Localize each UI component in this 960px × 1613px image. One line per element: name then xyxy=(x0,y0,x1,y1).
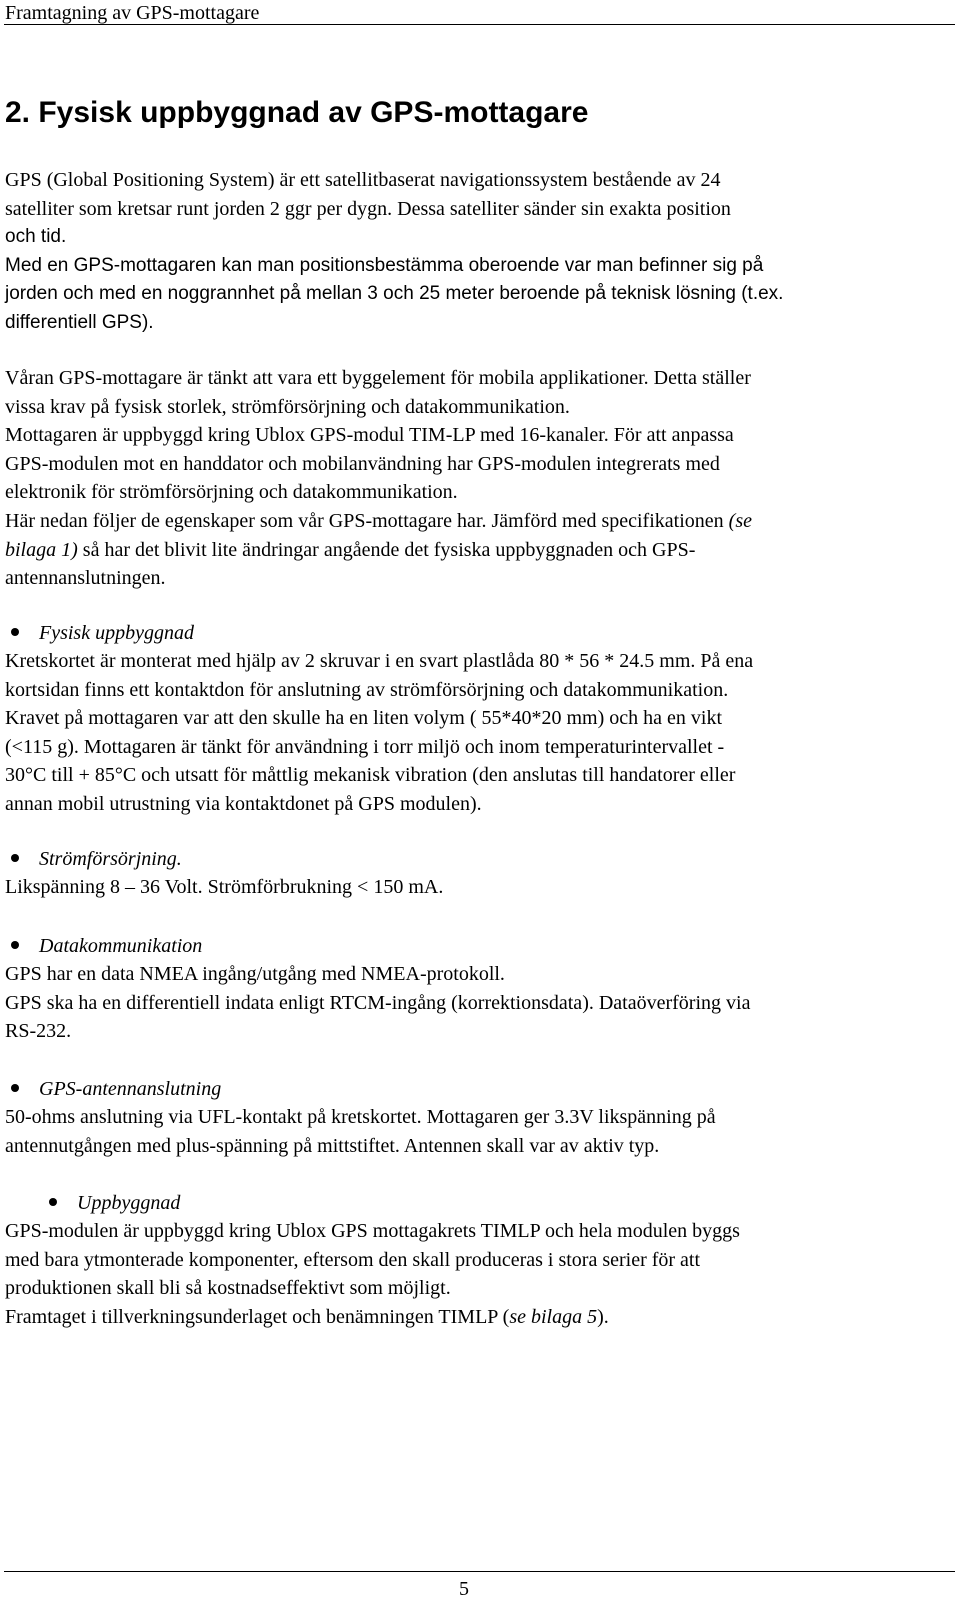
bullet-title: Fysisk uppbyggnad xyxy=(39,622,194,644)
uppbyggnad-line: produktionen skall bli så kostnadseffektivt som möjligt. xyxy=(5,1277,451,1300)
header-divider xyxy=(4,24,955,25)
appendix-reference: bilaga 1) xyxy=(5,538,78,561)
page-number: 5 xyxy=(459,1578,469,1600)
strom-paragraph xyxy=(5,873,443,902)
fysisk-line: Kretskortet är monterat med hjälp av 2 skruvar i en svart plastlåda 80 * 56 * 24.5 mm. På ena xyxy=(5,650,754,672)
overview-line xyxy=(5,536,752,565)
appendix-reference: (se xyxy=(728,509,752,532)
overview-line: GPS-modulen mot en handdator och mobilanvändning har GPS-modulen integrerats med xyxy=(5,452,720,475)
fysisk-line: kortsidan finns ett kontaktdon för anslutning av strömförsörjning och datakommunikation. xyxy=(5,678,729,701)
appendix-reference: se bilaga 5 xyxy=(509,1305,598,1328)
strom-line: Likspänning 8 – 36 Volt. Strömförbrukning < 150 mA. xyxy=(5,876,444,898)
fysisk-line: (<115 g). Mottagaren är tänkt för användning i torr miljö och inom temperaturintervallet - xyxy=(5,735,725,758)
bullet-icon xyxy=(11,854,19,862)
fysisk-line: 30°C till + 85°C och utsatt för måttlig mekanisk vibration (den anslutas till handatorer eller xyxy=(5,764,736,787)
running-header: Framtagning av GPS-mottagare xyxy=(5,2,260,24)
fysisk-paragraph xyxy=(5,647,753,819)
overview-line: Våran GPS-mottagare är tänkt att vara ett byggelement för mobila applikationer. Detta ställer xyxy=(5,367,751,389)
intro-line: jorden och med en noggrannhet på mellan 3 och 25 meter beroende på teknisk lösning (t.ex. xyxy=(5,283,784,305)
uppbyggnad-paragraph xyxy=(5,1217,740,1331)
data-paragraph xyxy=(5,960,750,1046)
bullet-title: GPS-antennanslutning xyxy=(39,1078,222,1100)
overview-line-text: så har det blivit lite ändringar angående det fysiska uppbyggnaden och GPS- xyxy=(77,538,696,561)
uppbyggnad-line xyxy=(5,1303,740,1332)
bullet-icon xyxy=(11,941,19,949)
uppbyggnad-line-text: ). xyxy=(597,1305,609,1328)
intro-line: GPS (Global Positioning System) är ett satellitbaserat navigationssystem bestående av 24 xyxy=(5,169,721,191)
overview-line-text: Här nedan följer de egenskaper som vår GPS-mottagare har. Jämförd med specifikationen xyxy=(5,509,729,532)
bullet-title: Datakommunikation xyxy=(39,935,203,957)
antenna-line: 50-ohms anslutning via UFL-kontakt på kretskortet. Mottagaren ger 3.3V likspänning på xyxy=(5,1106,716,1128)
overview-paragraph xyxy=(5,364,752,593)
bullet-icon xyxy=(49,1198,57,1206)
overview-line: vissa krav på fysisk storlek, strömförsörjning och datakommunikation. xyxy=(5,395,570,418)
antenna-line: antennutgången med plus-spänning på mittstiftet. Antennen skall var av aktiv typ. xyxy=(5,1134,660,1157)
data-line: GPS ska ha en differentiell indata enligt RTCM-ingång (korrektionsdata). Dataöverföring via xyxy=(5,991,751,1014)
intro-line: differentiell GPS). xyxy=(5,311,154,333)
fysisk-line: Kravet på mottagaren var att den skulle ha en liten volym ( 55*40*20 mm) och ha en vikt xyxy=(5,707,723,730)
overview-line xyxy=(5,507,752,536)
overview-line: Mottagaren är uppbyggd kring Ublox GPS-modul TIM-LP med 16-kanaler. För att anpassa xyxy=(5,424,734,447)
section-heading: 2. Fysisk uppbyggnad av GPS-mottagare xyxy=(5,96,589,129)
bullet-title: Uppbyggnad xyxy=(77,1192,181,1214)
bullet-icon xyxy=(11,1084,19,1092)
bullet-icon xyxy=(11,628,19,636)
overview-line: elektronik för strömförsörjning och datakommunikation. xyxy=(5,481,458,504)
uppbyggnad-line: med bara ytmonterade komponenter, eftersom den skall produceras i stora serier för att xyxy=(5,1248,701,1271)
data-line: GPS har en data NMEA ingång/utgång med NMEA-protokoll. xyxy=(5,963,505,985)
intro-line: satelliter som kretsar runt jorden 2 ggr per dygn. Dessa satelliter sänder sin exakta position xyxy=(5,197,731,220)
intro-line: och tid. xyxy=(5,226,67,248)
footer-divider xyxy=(4,1571,955,1572)
uppbyggnad-line-text: Framtaget i tillverkningsunderlaget och benämningen TIMLP ( xyxy=(5,1305,510,1328)
data-line: RS-232. xyxy=(5,1020,72,1043)
intro-line: Med en GPS-mottagaren kan man positionsbestämma oberoende var man befinner sig på xyxy=(5,254,764,276)
antenna-paragraph xyxy=(5,1103,716,1160)
fysisk-line: annan mobil utrustning via kontaktdonet på GPS modulen). xyxy=(5,792,482,815)
intro-paragraph xyxy=(5,166,783,338)
overview-line: antennanslutningen. xyxy=(5,567,166,590)
bullet-title: Strömförsörjning. xyxy=(39,848,182,870)
uppbyggnad-line: GPS-modulen är uppbyggd kring Ublox GPS mottagakrets TIMLP och hela modulen byggs xyxy=(5,1220,740,1242)
